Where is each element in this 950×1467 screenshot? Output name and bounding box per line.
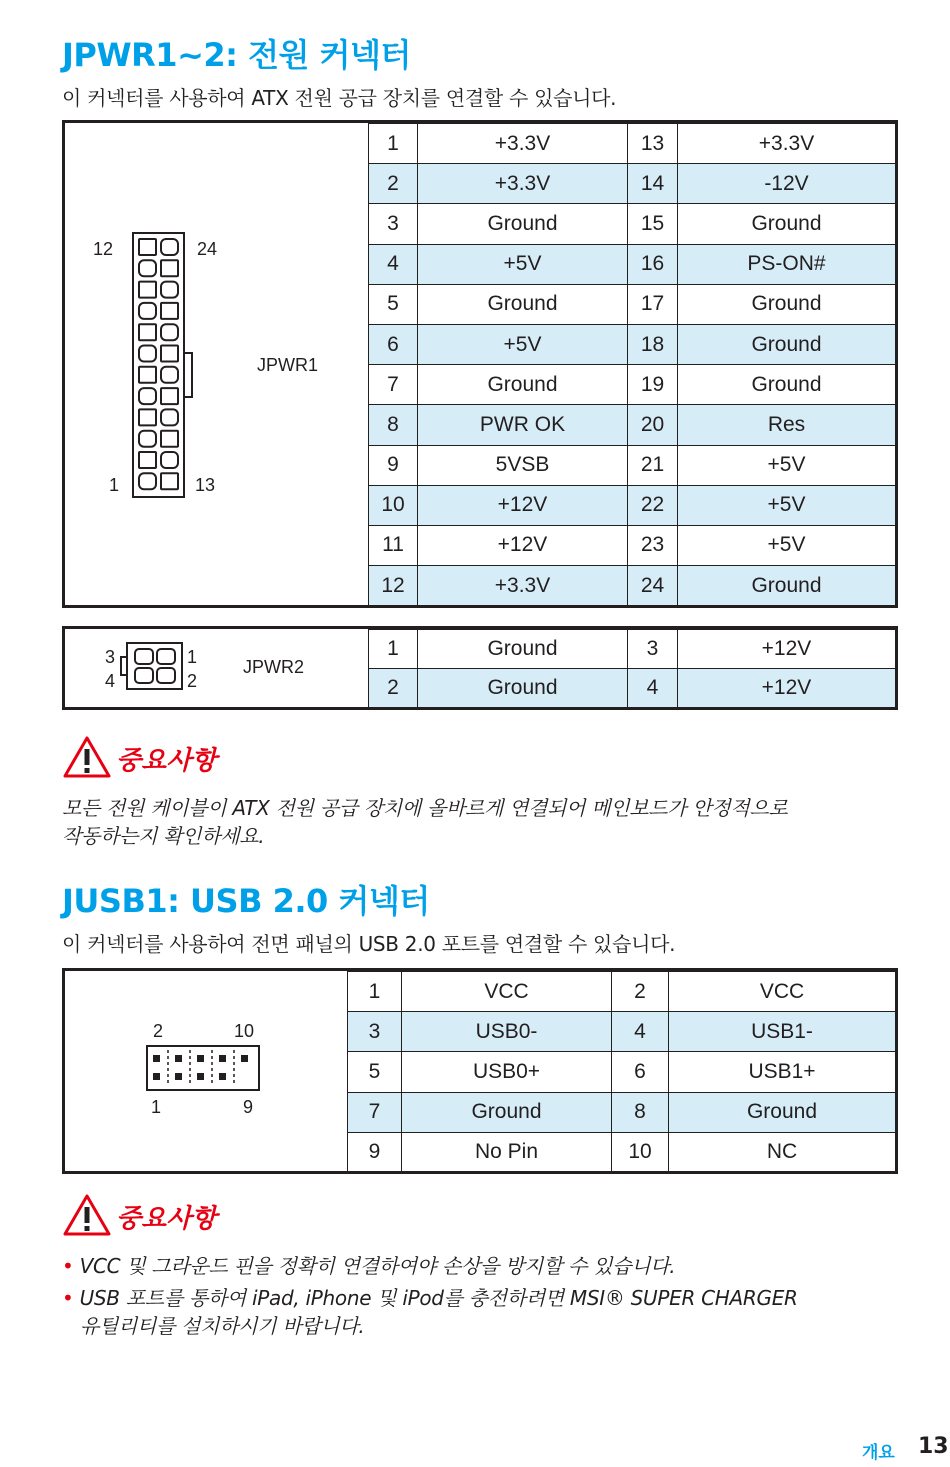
signal-name-cell: Ground: [669, 1092, 896, 1132]
signal-name-cell: +12V: [678, 669, 896, 708]
connector-pin: [219, 1073, 226, 1080]
pin-number-cell: 17: [628, 284, 678, 324]
connector-pin: [139, 431, 156, 447]
pin-number-cell: 4: [612, 1012, 669, 1052]
signal-name-cell: USB1-: [669, 1012, 896, 1052]
warning-icon: [62, 735, 112, 779]
jusb-description: 이 커넥터를 사용하여 전면 패널의 USB 2.0 포트를 연결할 수 있습니다.: [62, 932, 676, 956]
jpwr-note-line-2: 작동하는지 확인하세요.: [62, 824, 265, 848]
signal-name-cell: +3.3V: [418, 164, 628, 204]
table-row: [348, 1052, 896, 1092]
signal-name-cell: Ground: [418, 284, 628, 324]
connector-pin: [175, 1073, 182, 1080]
signal-name-cell: +3.3V: [418, 124, 628, 164]
pin-number-cell: 24: [628, 566, 678, 606]
table-row: [369, 630, 896, 669]
signal-name-cell: Ground: [402, 1092, 612, 1132]
signal-name-cell: Ground: [678, 204, 896, 244]
pin-number-cell: 1: [348, 972, 402, 1012]
jusb-pin-table: [347, 971, 896, 1173]
pin-number-cell: 20: [628, 405, 678, 445]
connector-pin: [139, 260, 156, 276]
table-row: [369, 284, 896, 324]
connector-pin: [161, 260, 178, 276]
jusb-connector-icon: [65, 971, 347, 1171]
table-row: [369, 485, 896, 525]
pin-number-cell: 14: [628, 164, 678, 204]
connector-pin: [139, 346, 156, 362]
pin-number-cell: 9: [369, 445, 418, 485]
connector-pin: [161, 367, 178, 383]
connector-pin: [153, 1073, 160, 1080]
jusb-pin-label-2: 2: [153, 1021, 164, 1041]
signal-name-cell: +12V: [678, 630, 896, 669]
pin-number-cell: 2: [369, 669, 418, 708]
connector-pin: [139, 282, 156, 298]
jpwr2-pin-label-4: 4: [105, 671, 116, 691]
pin-number-cell: 9: [348, 1132, 402, 1172]
jpwr2-connector-icon: [65, 629, 368, 707]
pin-number-cell: 5: [369, 284, 418, 324]
connector-pin: [175, 1055, 182, 1062]
pin-number-cell: 4: [628, 669, 678, 708]
jusb-note-bullet-1-text: VCC 및 그라운드 핀을 정확히 연결하여야 손상을 방지할 수 있습니다.: [79, 1254, 676, 1278]
signal-name-cell: Ground: [678, 365, 896, 405]
pin-number-cell: 1: [369, 124, 418, 164]
connector-pin: [161, 473, 178, 489]
connector-pin: [139, 239, 156, 255]
table-row: [348, 1092, 896, 1132]
signal-name-cell: +5V: [418, 244, 628, 284]
connector-pin: [161, 303, 178, 319]
connector-pin: [139, 303, 156, 319]
table-row: [369, 324, 896, 364]
jpwr2-label: JPWR2: [243, 657, 305, 677]
jusb-note-bullet-2-cont: 유틸리티를 설치하시기 바랍니다.: [80, 1314, 365, 1338]
jusb-pin-label-10: 10: [234, 1021, 255, 1041]
pin-number-cell: 3: [628, 630, 678, 669]
pin-number-cell: 8: [369, 405, 418, 445]
bullet-icon: •: [62, 1286, 74, 1310]
signal-name-cell: PS-ON#: [678, 244, 896, 284]
jpwr1-pin-label-1: 1: [109, 475, 120, 495]
signal-name-cell: No Pin: [402, 1132, 612, 1172]
warning-icon: [62, 1193, 112, 1237]
jpwr2-pin-table: [368, 629, 896, 708]
table-row: [369, 204, 896, 244]
pin-number-cell: 1: [369, 630, 418, 669]
table-row: [369, 566, 896, 606]
pin-number-cell: 15: [628, 204, 678, 244]
pin-number-cell: 18: [628, 324, 678, 364]
signal-name-cell: Res: [678, 405, 896, 445]
connector-pin: [161, 388, 178, 404]
signal-name-cell: USB0-: [402, 1012, 612, 1052]
pin-number-cell: 19: [628, 365, 678, 405]
signal-name-cell: Ground: [418, 365, 628, 405]
jpwr1-pin-label-13: 13: [195, 475, 216, 495]
table-row: [369, 445, 896, 485]
pin-number-cell: 10: [369, 485, 418, 525]
pin-number-cell: 8: [612, 1092, 669, 1132]
jpwr2-diagram: [65, 629, 368, 707]
jpwr-note-title: 중요사항: [116, 746, 217, 776]
pin-number-cell: 2: [369, 164, 418, 204]
signal-name-cell: +5V: [678, 525, 896, 565]
signal-name-cell: +5V: [418, 324, 628, 364]
pin-number-cell: 3: [369, 204, 418, 244]
table-row: [369, 405, 896, 445]
jusb-section-title: JUSB1: USB 2.0 커넥터: [62, 882, 430, 920]
table-row: [348, 1132, 896, 1172]
signal-name-cell: Ground: [678, 324, 896, 364]
jpwr-note-line-1: 모든 전원 케이블이 ATX 전원 공급 장치에 올바르게 연결되어 메인보드가 안정적으로: [62, 796, 788, 820]
signal-name-cell: USB1+: [669, 1052, 896, 1092]
connector-pin: [139, 409, 156, 425]
signal-name-cell: +3.3V: [418, 566, 628, 606]
connector-pin: [139, 452, 156, 468]
jpwr1-pin-label-12: 12: [93, 239, 114, 259]
signal-name-cell: VCC: [669, 972, 896, 1012]
pin-number-cell: 4: [369, 244, 418, 284]
connector-pin: [161, 346, 178, 362]
signal-name-cell: NC: [669, 1132, 896, 1172]
connector-pin: [241, 1055, 248, 1062]
jusb-note-bullet-2: [62, 1282, 798, 1311]
jpwr1-pin-table: [368, 123, 896, 606]
pin-number-cell: 11: [369, 525, 418, 565]
jpwr2-pin-label-2: 2: [187, 671, 198, 691]
jusb-note-bullet-1: [62, 1250, 675, 1279]
footer-page-number: 13: [918, 1434, 949, 1459]
table-row: [369, 124, 896, 164]
pin-number-cell: 2: [612, 972, 669, 1012]
signal-name-cell: 5VSB: [418, 445, 628, 485]
jpwr2-pin-label-3: 3: [105, 647, 116, 667]
table-row: [369, 525, 896, 565]
jpwr1-connector-icon: [65, 123, 368, 605]
connector-pin: [139, 388, 156, 404]
pin-number-cell: 10: [612, 1132, 669, 1172]
pin-number-cell: 6: [369, 324, 418, 364]
jusb-pin-label-9: 9: [243, 1097, 254, 1117]
pin-number-cell: 7: [369, 365, 418, 405]
table-row: [369, 244, 896, 284]
pin-number-cell: 7: [348, 1092, 402, 1132]
signal-name-cell: PWR OK: [418, 405, 628, 445]
pin-number-cell: 21: [628, 445, 678, 485]
jpwr1-label: JPWR1: [257, 355, 319, 375]
connector-pin: [161, 452, 178, 468]
signal-name-cell: Ground: [678, 284, 896, 324]
connector-pin: [219, 1055, 226, 1062]
signal-name-cell: Ground: [418, 204, 628, 244]
pin-number-cell: 16: [628, 244, 678, 284]
jusb-diagram: [65, 971, 347, 1171]
table-row: [348, 1012, 896, 1052]
pin-number-cell: 12: [369, 566, 418, 606]
jusb-note-title: 중요사항: [116, 1204, 217, 1234]
connector-pin: [153, 1055, 160, 1062]
table-row: [348, 972, 896, 1012]
bullet-icon: •: [62, 1254, 74, 1278]
signal-name-cell: +12V: [418, 485, 628, 525]
pin-number-cell: 3: [348, 1012, 402, 1052]
table-row: [369, 164, 896, 204]
connector-pin: [197, 1055, 204, 1062]
connector-pin: [139, 324, 156, 340]
jpwr-section-title: JPWR1~2: 전원 커넥터: [62, 36, 411, 74]
signal-name-cell: +3.3V: [678, 124, 896, 164]
jpwr1-diagram: [65, 123, 368, 605]
jusb-note-bullet-2-text: USB 포트를 통하여 iPad, iPhone 및 iPod를 충전하려면 MSI® SUPER CHARGER: [79, 1286, 798, 1310]
connector-pin: [161, 324, 178, 340]
connector-pin: [139, 367, 156, 383]
connector-pin: [139, 473, 156, 489]
signal-name-cell: Ground: [678, 566, 896, 606]
pin-number-cell: 13: [628, 124, 678, 164]
jusb-pin-label-1: 1: [151, 1097, 162, 1117]
connector-pin: [161, 239, 178, 255]
signal-name-cell: +5V: [678, 485, 896, 525]
footer-section-name: 개요: [862, 1443, 895, 1463]
signal-name-cell: +5V: [678, 445, 896, 485]
connector-pin: [161, 409, 178, 425]
pin-number-cell: 5: [348, 1052, 402, 1092]
signal-name-cell: USB0+: [402, 1052, 612, 1092]
table-row: [369, 669, 896, 708]
signal-name-cell: Ground: [418, 630, 628, 669]
signal-name-cell: VCC: [402, 972, 612, 1012]
jpwr2-pin-label-1: 1: [187, 647, 198, 667]
signal-name-cell: -12V: [678, 164, 896, 204]
signal-name-cell: Ground: [418, 669, 628, 708]
signal-name-cell: +12V: [418, 525, 628, 565]
connector-pin: [161, 431, 178, 447]
pin-number-cell: 6: [612, 1052, 669, 1092]
pin-number-cell: 23: [628, 525, 678, 565]
jpwr1-pin-label-24: 24: [197, 239, 218, 259]
jpwr-description: 이 커넥터를 사용하여 ATX 전원 공급 장치를 연결할 수 있습니다.: [62, 86, 617, 110]
connector-pin: [161, 282, 178, 298]
connector-pin: [197, 1073, 204, 1080]
table-row: [369, 365, 896, 405]
pin-number-cell: 22: [628, 485, 678, 525]
